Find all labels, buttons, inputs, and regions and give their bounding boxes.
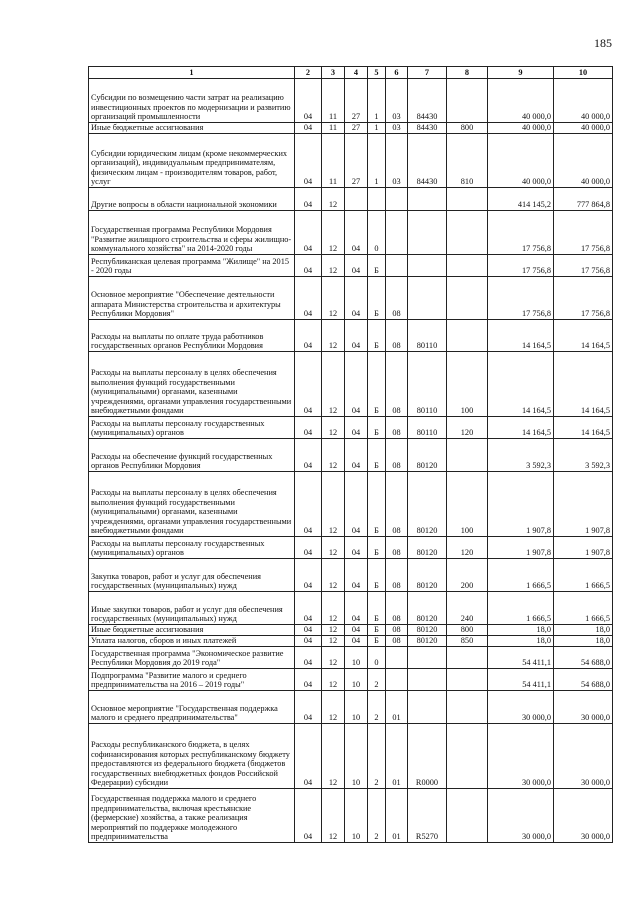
direction-code: 80120 (408, 472, 447, 537)
row-name: Расходы на выплаты персоналу государственных (муниципальных) органов (89, 417, 295, 439)
subprogram-code (368, 188, 386, 211)
section-code: 04 (295, 559, 322, 592)
row-name: Закупка товаров, работ и услуг для обеспечения государственных (муниципальных) нужд (89, 559, 295, 592)
program-code: 04 (345, 439, 368, 472)
amount-year-1: 414 145,2 (488, 188, 554, 211)
section-code: 04 (295, 472, 322, 537)
table-row (89, 724, 613, 789)
direction-code (408, 647, 447, 669)
subsection-code: 12 (322, 417, 345, 439)
expense-type-code (447, 691, 488, 724)
section-code: 04 (295, 789, 322, 843)
col-header: 6 (386, 67, 408, 79)
direction-code: 84430 (408, 123, 447, 134)
amount-year-1: 18,0 (488, 625, 554, 636)
table-row (89, 417, 613, 439)
table-row (89, 134, 613, 188)
subprogram-code: 1 (368, 123, 386, 134)
expense-type-code (447, 724, 488, 789)
table-row (89, 592, 613, 625)
section-code: 04 (295, 636, 322, 647)
direction-code (408, 669, 447, 691)
amount-year-2: 30 000,0 (554, 724, 613, 789)
expense-type-code (447, 211, 488, 255)
direction-code (408, 255, 447, 277)
subprogram-code: 1 (368, 134, 386, 188)
section-code: 04 (295, 724, 322, 789)
subprogram-code: Б (368, 636, 386, 647)
amount-year-1: 40 000,0 (488, 79, 554, 123)
section-code: 04 (295, 592, 322, 625)
direction-code: 80120 (408, 592, 447, 625)
subprogram-code: Б (368, 255, 386, 277)
event-code: 08 (386, 417, 408, 439)
section-code: 04 (295, 255, 322, 277)
expense-type-code: 100 (447, 352, 488, 417)
direction-code: R5270 (408, 789, 447, 843)
expense-type-code (447, 255, 488, 277)
amount-year-2: 14 164,5 (554, 320, 613, 352)
row-name: Республиканская целевая программа "Жилище" на 2015 - 2020 годы (89, 255, 295, 277)
table-row (89, 439, 613, 472)
amount-year-1: 3 592,3 (488, 439, 554, 472)
subprogram-code: Б (368, 277, 386, 320)
amount-year-2: 17 756,8 (554, 211, 613, 255)
header-row (89, 67, 613, 79)
amount-year-2: 40 000,0 (554, 134, 613, 188)
program-code: 10 (345, 691, 368, 724)
table-row (89, 537, 613, 559)
subprogram-code: Б (368, 439, 386, 472)
program-code: 10 (345, 724, 368, 789)
subprogram-code: Б (368, 537, 386, 559)
subsection-code: 12 (322, 592, 345, 625)
row-name: Иные бюджетные ассигнования (89, 123, 295, 134)
row-name: Расходы на выплаты персоналу в целях обеспечения выполнения функций государственными (муниципальными) органами, казенными учреждениями, органами управления государственными внебюджетными фондами (89, 472, 295, 537)
amount-year-1: 40 000,0 (488, 123, 554, 134)
program-code: 10 (345, 647, 368, 669)
table-row (89, 472, 613, 537)
table-row (89, 352, 613, 417)
direction-code: 80120 (408, 625, 447, 636)
event-code: 01 (386, 691, 408, 724)
direction-code: 80120 (408, 636, 447, 647)
amount-year-1: 14 164,5 (488, 320, 554, 352)
expense-type-code (447, 277, 488, 320)
expense-type-code (447, 320, 488, 352)
expense-type-code: 810 (447, 134, 488, 188)
table-row (89, 669, 613, 691)
expense-type-code: 120 (447, 537, 488, 559)
subprogram-code: Б (368, 559, 386, 592)
table-row (89, 211, 613, 255)
expense-type-code (447, 79, 488, 123)
subsection-code: 12 (322, 472, 345, 537)
direction-code (408, 188, 447, 211)
amount-year-1: 14 164,5 (488, 352, 554, 417)
amount-year-2: 40 000,0 (554, 123, 613, 134)
subsection-code: 12 (322, 647, 345, 669)
subprogram-code: Б (368, 625, 386, 636)
event-code: 08 (386, 636, 408, 647)
subsection-code: 12 (322, 352, 345, 417)
subsection-code: 11 (322, 79, 345, 123)
program-code: 04 (345, 592, 368, 625)
direction-code: 80110 (408, 352, 447, 417)
program-code: 04 (345, 472, 368, 537)
subsection-code: 12 (322, 211, 345, 255)
subsection-code: 12 (322, 277, 345, 320)
row-name: Иные закупки товаров, работ и услуг для обеспечения государственных (муниципальных) нужд (89, 592, 295, 625)
subprogram-code: 2 (368, 669, 386, 691)
table-row (89, 625, 613, 636)
col-header: 2 (295, 67, 322, 79)
amount-year-1: 30 000,0 (488, 724, 554, 789)
subsection-code: 12 (322, 636, 345, 647)
section-code: 04 (295, 691, 322, 724)
table-row (89, 789, 613, 843)
amount-year-1: 30 000,0 (488, 789, 554, 843)
subsection-code: 12 (322, 691, 345, 724)
program-code: 04 (345, 417, 368, 439)
section-code: 04 (295, 277, 322, 320)
program-code: 27 (345, 79, 368, 123)
program-code: 27 (345, 134, 368, 188)
subprogram-code: Б (368, 417, 386, 439)
subprogram-code: 2 (368, 691, 386, 724)
amount-year-2: 1 666,5 (554, 592, 613, 625)
section-code: 04 (295, 669, 322, 691)
event-code (386, 188, 408, 211)
table-row (89, 636, 613, 647)
expense-type-code (447, 789, 488, 843)
event-code (386, 255, 408, 277)
table-row (89, 277, 613, 320)
row-name: Расходы на выплаты персоналу в целях обеспечения выполнения функций государственными (муниципальными) органами, казенными учреждениями, органами управления государственными внебюджетными фондами (89, 352, 295, 417)
subsection-code: 12 (322, 320, 345, 352)
subsection-code: 12 (322, 625, 345, 636)
amount-year-2: 18,0 (554, 625, 613, 636)
subprogram-code: 2 (368, 789, 386, 843)
amount-year-2: 777 864,8 (554, 188, 613, 211)
amount-year-2: 17 756,8 (554, 277, 613, 320)
col-header: 5 (368, 67, 386, 79)
subsection-code: 12 (322, 439, 345, 472)
amount-year-1: 18,0 (488, 636, 554, 647)
amount-year-2: 1 907,8 (554, 537, 613, 559)
amount-year-2: 1 666,5 (554, 559, 613, 592)
event-code: 03 (386, 123, 408, 134)
row-name: Основное мероприятие "Обеспечение деятельности аппарата Министерства строительства и архитектуры Республики Мордовия" (89, 277, 295, 320)
table-row (89, 647, 613, 669)
row-name: Расходы на обеспечение функций государственных органов Республики Мордовия (89, 439, 295, 472)
col-header: 1 (89, 67, 295, 79)
subprogram-code: Б (368, 472, 386, 537)
col-header: 7 (408, 67, 447, 79)
amount-year-1: 1 907,8 (488, 472, 554, 537)
table-row (89, 691, 613, 724)
expense-type-code (447, 669, 488, 691)
table-row (89, 255, 613, 277)
amount-year-2: 40 000,0 (554, 79, 613, 123)
page-number: 185 (594, 36, 612, 50)
row-name: Субсидии юридическим лицам (кроме некоммерческих организаций), индивидуальным предпринимателям, физическим лицам - производителям товаров, работ, услуг (89, 134, 295, 188)
subsection-code: 11 (322, 134, 345, 188)
event-code: 03 (386, 79, 408, 123)
event-code: 01 (386, 724, 408, 789)
program-code: 10 (345, 789, 368, 843)
table-row (89, 123, 613, 134)
event-code: 08 (386, 352, 408, 417)
event-code: 08 (386, 277, 408, 320)
section-code: 04 (295, 537, 322, 559)
direction-code: 80120 (408, 439, 447, 472)
col-header: 8 (447, 67, 488, 79)
row-name: Уплата налогов, сборов и иных платежей (89, 636, 295, 647)
event-code: 03 (386, 134, 408, 188)
amount-year-2: 14 164,5 (554, 417, 613, 439)
row-name: Государственная программа Республики Мордовия "Развитие жилищного строительства и сферы жилищно-коммунального хозяйства" на 2014-2020 годы (89, 211, 295, 255)
event-code (386, 647, 408, 669)
section-code: 04 (295, 188, 322, 211)
col-header: 9 (488, 67, 554, 79)
direction-code: R0000 (408, 724, 447, 789)
row-name: Основное мероприятие "Государственная поддержка малого и среднего предпринимательства" (89, 691, 295, 724)
amount-year-2: 30 000,0 (554, 789, 613, 843)
program-code: 04 (345, 255, 368, 277)
expense-type-code: 200 (447, 559, 488, 592)
event-code: 08 (386, 472, 408, 537)
subsection-code: 12 (322, 255, 345, 277)
amount-year-2: 30 000,0 (554, 691, 613, 724)
row-name: Расходы на выплаты персоналу государственных (муниципальных) органов (89, 537, 295, 559)
row-name: Государственная программа "Экономическое развитие Республики Мордовия до 2019 года" (89, 647, 295, 669)
amount-year-2: 17 756,8 (554, 255, 613, 277)
section-code: 04 (295, 123, 322, 134)
amount-year-1: 14 164,5 (488, 417, 554, 439)
expense-type-code: 240 (447, 592, 488, 625)
amount-year-1: 54 411,1 (488, 647, 554, 669)
amount-year-1: 17 756,8 (488, 211, 554, 255)
section-code: 04 (295, 211, 322, 255)
amount-year-2: 54 688,0 (554, 647, 613, 669)
direction-code: 84430 (408, 134, 447, 188)
amount-year-1: 40 000,0 (488, 134, 554, 188)
table-row (89, 559, 613, 592)
amount-year-1: 54 411,1 (488, 669, 554, 691)
amount-year-2: 14 164,5 (554, 352, 613, 417)
direction-code (408, 277, 447, 320)
program-code: 10 (345, 669, 368, 691)
amount-year-1: 17 756,8 (488, 277, 554, 320)
row-name: Иные бюджетные ассигнования (89, 625, 295, 636)
program-code: 27 (345, 123, 368, 134)
table-row (89, 79, 613, 123)
event-code: 08 (386, 625, 408, 636)
direction-code: 80110 (408, 417, 447, 439)
event-code: 08 (386, 592, 408, 625)
amount-year-1: 1 666,5 (488, 592, 554, 625)
program-code: 04 (345, 277, 368, 320)
subprogram-code: 0 (368, 211, 386, 255)
expense-type-code (447, 647, 488, 669)
program-code (345, 188, 368, 211)
event-code: 08 (386, 537, 408, 559)
row-name: Государственная поддержка малого и среднего предпринимательства, включая крестьянские (фермерские) хозяйства, а также реализация мероприятий по поддержке молодежного предпринимательства (89, 789, 295, 843)
event-code: 01 (386, 789, 408, 843)
event-code (386, 669, 408, 691)
section-code: 04 (295, 320, 322, 352)
col-header: 4 (345, 67, 368, 79)
program-code: 04 (345, 625, 368, 636)
program-code: 04 (345, 559, 368, 592)
table-row (89, 188, 613, 211)
expense-type-code: 800 (447, 625, 488, 636)
event-code (386, 211, 408, 255)
row-name: Расходы республиканского бюджета, в целях софинансирования которых республиканскому бюджету предоставляются из федерального бюджета (бюджетов государственных внебюджетных фондов Российской Федерации) субсидии (89, 724, 295, 789)
subprogram-code: Б (368, 320, 386, 352)
section-code: 04 (295, 625, 322, 636)
row-name: Подпрограмма "Развитие малого и среднего предпринимательства на 2016 – 2019 годы" (89, 669, 295, 691)
program-code: 04 (345, 537, 368, 559)
expense-type-code: 850 (447, 636, 488, 647)
expense-type-code: 100 (447, 472, 488, 537)
section-code: 04 (295, 439, 322, 472)
amount-year-1: 30 000,0 (488, 691, 554, 724)
subsection-code: 12 (322, 669, 345, 691)
program-code: 04 (345, 320, 368, 352)
event-code: 08 (386, 320, 408, 352)
expense-type-code (447, 188, 488, 211)
event-code: 08 (386, 439, 408, 472)
amount-year-2: 3 592,3 (554, 439, 613, 472)
subsection-code: 12 (322, 537, 345, 559)
program-code: 04 (345, 636, 368, 647)
amount-year-1: 1 666,5 (488, 559, 554, 592)
section-code: 04 (295, 352, 322, 417)
subsection-code: 12 (322, 789, 345, 843)
section-code: 04 (295, 134, 322, 188)
subsection-code: 11 (322, 123, 345, 134)
direction-code: 80120 (408, 559, 447, 592)
direction-code: 80110 (408, 320, 447, 352)
subsection-code: 12 (322, 559, 345, 592)
table-row (89, 320, 613, 352)
direction-code: 80120 (408, 537, 447, 559)
subprogram-code: 0 (368, 647, 386, 669)
program-code: 04 (345, 352, 368, 417)
row-name: Расходы на выплаты по оплате труда работников государственных органов Республики Мордовия (89, 320, 295, 352)
subsection-code: 12 (322, 724, 345, 789)
expense-type-code: 120 (447, 417, 488, 439)
expense-type-code (447, 439, 488, 472)
direction-code: 84430 (408, 79, 447, 123)
subprogram-code: Б (368, 352, 386, 417)
event-code: 08 (386, 559, 408, 592)
section-code: 04 (295, 647, 322, 669)
amount-year-2: 18,0 (554, 636, 613, 647)
col-header: 10 (554, 67, 613, 79)
subprogram-code: 1 (368, 79, 386, 123)
subprogram-code: 2 (368, 724, 386, 789)
program-code: 04 (345, 211, 368, 255)
direction-code (408, 211, 447, 255)
budget-table (88, 66, 613, 843)
section-code: 04 (295, 79, 322, 123)
col-header: 3 (322, 67, 345, 79)
subprogram-code: Б (368, 592, 386, 625)
amount-year-1: 17 756,8 (488, 255, 554, 277)
amount-year-1: 1 907,8 (488, 537, 554, 559)
subsection-code: 12 (322, 188, 345, 211)
amount-year-2: 54 688,0 (554, 669, 613, 691)
expense-type-code: 800 (447, 123, 488, 134)
section-code: 04 (295, 417, 322, 439)
amount-year-2: 1 907,8 (554, 472, 613, 537)
row-name: Другие вопросы в области национальной экономики (89, 188, 295, 211)
row-name: Субсидии по возмещению части затрат на реализацию инвестиционных проектов по модернизации и развитию организаций промышленности (89, 79, 295, 123)
direction-code (408, 691, 447, 724)
